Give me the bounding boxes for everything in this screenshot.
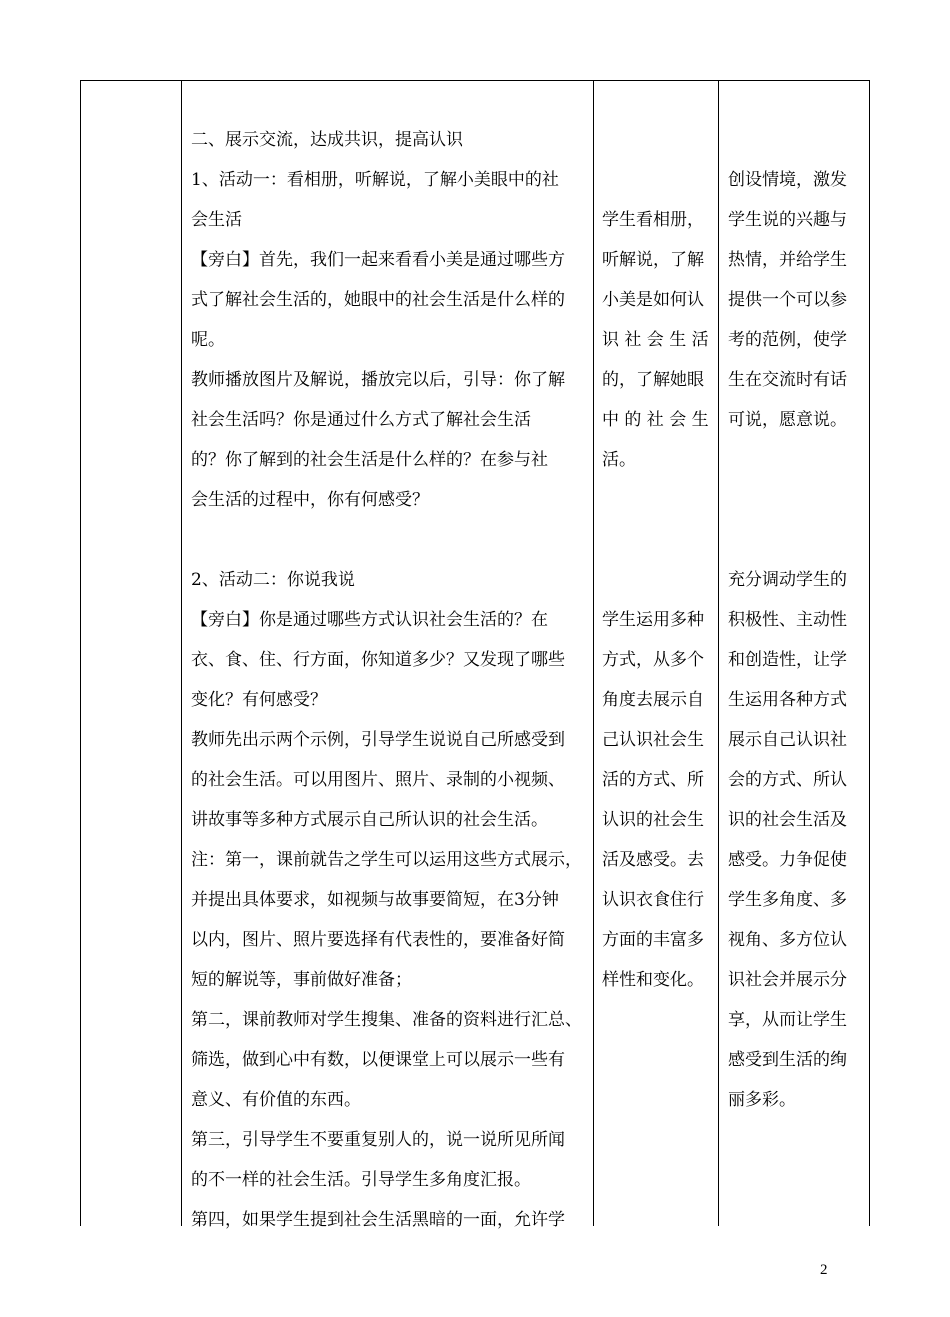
text-line: 视角、多方位认	[728, 930, 847, 950]
text-line: 筛选，做到心中有数，以便课堂上可以展示一些有	[191, 1050, 565, 1070]
text-line: 变化？有何感受？	[191, 690, 327, 710]
text-line: 享，从而让学生	[728, 1010, 847, 1030]
text-line: 方面的丰富多	[602, 930, 704, 950]
text-line: 热情，并给学生	[728, 250, 847, 270]
text-line: 学生说的兴趣与	[728, 210, 847, 230]
text-line: 认识衣食住行	[602, 890, 704, 910]
text-line: 社会生活吗？你是通过什么方式了解社会生活	[191, 410, 531, 430]
text-line: 2、活动二：你说我说	[191, 570, 355, 590]
text-line: 创设情境，激发	[728, 170, 847, 190]
text-line: 注：第一，课前就告之学生可以运用这些方式展示，	[191, 850, 582, 870]
table-right-border	[869, 80, 870, 1226]
text-line: 生在交流时有话	[728, 370, 847, 390]
text-line: 【旁白】首先，我们一起来看看小美是通过哪些方	[191, 250, 565, 270]
text-line: 考的范例，使学	[728, 330, 847, 350]
text-line: 并提出具体要求，如视频与故事要简短，在3分钟	[191, 890, 559, 910]
text-line: 的社会生活。可以用图片、照片、录制的小视频、	[191, 770, 565, 790]
text-line: 丽多彩。	[728, 1090, 796, 1110]
text-line: 充分调动学生的	[728, 570, 847, 590]
text-line: 角度去展示自	[602, 690, 704, 710]
text-line: 二、展示交流，达成共识，提高认识	[191, 130, 463, 150]
column-divider-2	[593, 80, 594, 1226]
text-line: 和创造性，让学	[728, 650, 847, 670]
text-line: 生运用各种方式	[728, 690, 847, 710]
text-line: 第二，课前教师对学生搜集、准备的资料进行汇总、	[191, 1010, 582, 1030]
text-line: 积极性、主动性	[728, 610, 847, 630]
text-line: 教师先出示两个示例，引导学生说说自己所感受到	[191, 730, 565, 750]
text-line: 会生活的过程中，你有何感受？	[191, 490, 429, 510]
text-line: 展示自己认识社	[728, 730, 847, 750]
text-line: 识的社会生活及	[728, 810, 847, 830]
text-line: 活。	[602, 450, 636, 470]
text-line: 第四，如果学生提到社会生活黑暗的一面，允许学	[191, 1210, 565, 1230]
text-line: 会的方式、所认	[728, 770, 847, 790]
text-line: 识 社 会 生 活	[602, 330, 709, 350]
text-line: 1、活动一：看相册，听解说，了解小美眼中的社	[191, 170, 559, 190]
teaching-process-column	[191, 80, 591, 1240]
column-divider-1	[181, 80, 182, 1226]
text-line: 感受到生活的绚	[728, 1050, 847, 1070]
text-line: 学生多角度、多	[728, 890, 847, 910]
text-line: 感受。力争促使	[728, 850, 847, 870]
text-line: 己认识社会生	[602, 730, 704, 750]
text-line: 短的解说等，事前做好准备；	[191, 970, 412, 990]
text-line: 方式，从多个	[602, 650, 704, 670]
text-line: 听解说，了解	[602, 250, 704, 270]
text-line: 学生看相册，	[602, 210, 704, 230]
student-activity-column	[602, 80, 720, 1000]
table-left-border	[80, 80, 81, 1226]
text-line: 讲故事等多种方式展示自己所认识的社会生活。	[191, 810, 548, 830]
text-line: 的？你了解到的社会生活是什么样的？在参与社	[191, 450, 548, 470]
text-line: 学生运用多种	[602, 610, 704, 630]
text-line: 样性和变化。	[602, 970, 704, 990]
text-line: 教师播放图片及解说，播放完以后，引导：你了解	[191, 370, 565, 390]
text-line: 识社会并展示分	[728, 970, 847, 990]
lesson-table	[80, 80, 870, 1230]
text-line: 中 的 社 会 生	[602, 410, 709, 430]
text-line: 衣、食、住、行方面，你知道多少？又发现了哪些	[191, 650, 565, 670]
text-line: 认识的社会生	[602, 810, 704, 830]
text-line: 以内，图片、照片要选择有代表性的，要准备好简	[191, 930, 565, 950]
text-line: 的不一样的社会生活。引导学生多角度汇报。	[191, 1170, 531, 1190]
text-line: 呢。	[191, 330, 225, 350]
page-number: 2	[820, 1262, 828, 1278]
text-line: 的，了解她眼	[602, 370, 704, 390]
text-line: 式了解社会生活的，她眼中的社会生活是什么样的	[191, 290, 565, 310]
text-line: 【旁白】你是通过哪些方式认识社会生活的？在	[191, 610, 548, 630]
text-line: 意义、有价值的东西。	[191, 1090, 361, 1110]
text-line: 可说，愿意说。	[728, 410, 847, 430]
text-line: 提供一个可以参	[728, 290, 847, 310]
text-line: 活及感受。去	[602, 850, 704, 870]
text-line: 小美是如何认	[602, 290, 704, 310]
text-line: 第三，引导学生不要重复别人的，说一说所见所闻	[191, 1130, 565, 1150]
design-intent-column	[728, 80, 860, 1120]
text-line: 会生活	[191, 210, 242, 230]
text-line: 活的方式、所	[602, 770, 704, 790]
